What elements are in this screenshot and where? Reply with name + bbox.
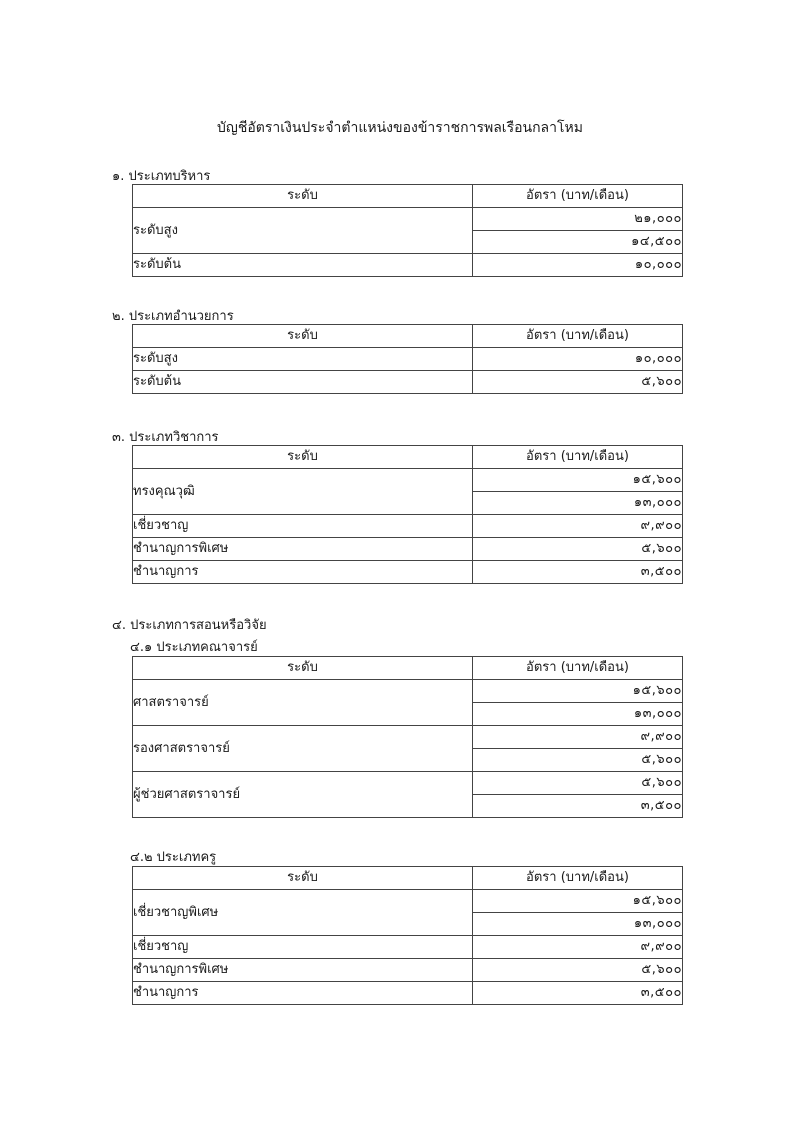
level-cell: ชำนาญการพิเศษ xyxy=(133,538,473,561)
table-row xyxy=(133,726,683,749)
table-executive xyxy=(132,184,683,277)
table-management xyxy=(132,324,683,394)
section-1-heading: ๑. ประเภทบริหาร xyxy=(112,169,211,184)
rate-cell: ๕,๖๐๐ xyxy=(473,749,683,772)
table-header-row xyxy=(133,657,683,680)
rate-cell: ๓,๕๐๐ xyxy=(473,561,683,584)
rate-cell: ๕,๖๐๐ xyxy=(473,772,683,795)
rate-cell: ๑๔,๕๐๐ xyxy=(473,231,683,254)
table-row xyxy=(133,208,683,231)
level-cell: ชำนาญการ xyxy=(133,982,473,1005)
rate-cell: ๙,๙๐๐ xyxy=(473,726,683,749)
section-4-2-heading: ๔.๒ ประเภทครู xyxy=(130,850,217,865)
column-header-rate: อัตรา (บาท/เดือน) xyxy=(473,446,683,469)
table-header-row xyxy=(133,867,683,890)
table-academic xyxy=(132,445,683,584)
column-header-level: ระดับ xyxy=(133,446,473,469)
column-header-level: ระดับ xyxy=(133,867,473,890)
rate-cell: ๒๑,๐๐๐ xyxy=(473,208,683,231)
level-cell: ระดับสูง xyxy=(133,348,473,371)
level-cell: เชี่ยวชาญ xyxy=(133,515,473,538)
level-cell: ชำนาญการพิเศษ xyxy=(133,959,473,982)
level-cell: ชำนาญการ xyxy=(133,561,473,584)
column-header-rate: อัตรา (บาท/เดือน) xyxy=(473,657,683,680)
rate-cell: ๙,๙๐๐ xyxy=(473,936,683,959)
table-row xyxy=(133,348,683,371)
rate-cell: ๑๕,๖๐๐ xyxy=(473,469,683,492)
rate-cell: ๑๐,๐๐๐ xyxy=(473,348,683,371)
column-header-rate: อัตรา (บาท/เดือน) xyxy=(473,185,683,208)
table-header-row xyxy=(133,185,683,208)
rate-cell: ๕,๖๐๐ xyxy=(473,538,683,561)
rate-cell: ๕,๖๐๐ xyxy=(473,959,683,982)
rate-cell: ๑๕,๖๐๐ xyxy=(473,890,683,913)
table-row xyxy=(133,680,683,703)
table-row xyxy=(133,890,683,913)
table-teachers xyxy=(132,866,683,1005)
rate-cell: ๑๐,๐๐๐ xyxy=(473,254,683,277)
document-title: บัญชีอัตราเงินประจำตำแหน่งของข้าราชการพลเรือนกลาโหม xyxy=(217,120,583,136)
section-3-heading: ๓. ประเภทวิชาการ xyxy=(112,430,219,445)
level-cell: เชี่ยวชาญ xyxy=(133,936,473,959)
rate-cell: ๓,๕๐๐ xyxy=(473,982,683,1005)
column-header-level: ระดับ xyxy=(133,185,473,208)
table-row xyxy=(133,982,683,1005)
table-header-row xyxy=(133,325,683,348)
level-cell: ศาสตราจารย์ xyxy=(133,680,473,726)
rate-cell: ๑๓,๐๐๐ xyxy=(473,703,683,726)
column-header-rate: อัตรา (บาท/เดือน) xyxy=(473,867,683,890)
column-header-rate: อัตรา (บาท/เดือน) xyxy=(473,325,683,348)
rate-cell: ๑๕,๖๐๐ xyxy=(473,680,683,703)
table-header-row xyxy=(133,446,683,469)
table-row xyxy=(133,515,683,538)
column-header-level: ระดับ xyxy=(133,657,473,680)
level-cell: ระดับต้น xyxy=(133,254,473,277)
level-cell: ระดับต้น xyxy=(133,371,473,394)
rate-cell: ๕,๖๐๐ xyxy=(473,371,683,394)
column-header-level: ระดับ xyxy=(133,325,473,348)
table-row xyxy=(133,772,683,795)
level-cell: ระดับสูง xyxy=(133,208,473,254)
table-faculty xyxy=(132,656,683,818)
level-cell: ทรงคุณวุฒิ xyxy=(133,469,473,515)
table-row xyxy=(133,936,683,959)
level-cell: ผู้ช่วยศาสตราจารย์ xyxy=(133,772,473,818)
table-row xyxy=(133,538,683,561)
table-row xyxy=(133,371,683,394)
table-row xyxy=(133,469,683,492)
rate-cell: ๙,๙๐๐ xyxy=(473,515,683,538)
section-2-heading: ๒. ประเภทอำนวยการ xyxy=(112,309,234,324)
level-cell: เชี่ยวชาญพิเศษ xyxy=(133,890,473,936)
table-row xyxy=(133,254,683,277)
table-row xyxy=(133,959,683,982)
table-row xyxy=(133,561,683,584)
rate-cell: ๓,๕๐๐ xyxy=(473,795,683,818)
section-4-heading: ๔. ประเภทการสอนหรือวิจัย xyxy=(112,618,267,633)
rate-cell: ๑๓,๐๐๐ xyxy=(473,913,683,936)
section-4-1-heading: ๔.๑ ประเภทคณาจารย์ xyxy=(130,640,258,655)
level-cell: รองศาสตราจารย์ xyxy=(133,726,473,772)
rate-cell: ๑๓,๐๐๐ xyxy=(473,492,683,515)
